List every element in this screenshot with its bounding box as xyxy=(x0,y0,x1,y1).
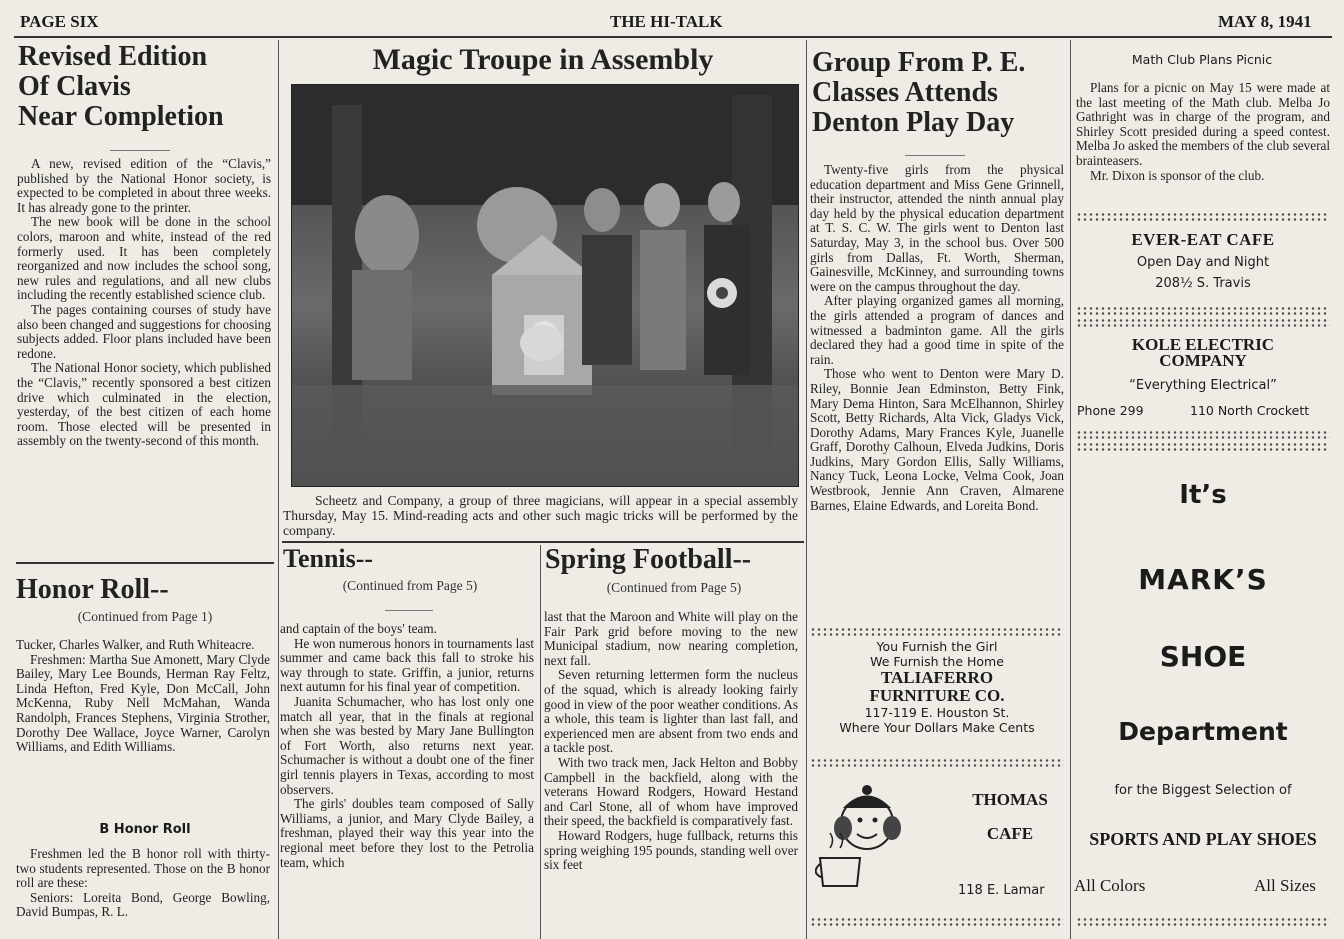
ad-separator xyxy=(1076,318,1330,327)
column-rule xyxy=(806,40,807,939)
clavis-headline: Revised Edition Of Clavis Near Completion xyxy=(18,41,224,133)
football-headline: Spring Football-- xyxy=(545,544,752,575)
tennis-continued: (Continued from Page 5) xyxy=(342,578,478,593)
tennis-headline: Tennis-- xyxy=(283,544,374,573)
taliaferro-ad: You Furnish the Girl We Furnish the Home TALIAFERRO FURNITURE CO. 117-119 E. Houston St. Where Your Dollars Make Cents xyxy=(839,639,1035,735)
ever-eat-cafe-ad: EVER-EAT CAFE Open Day and Night 208½ S. Travis xyxy=(1131,230,1275,291)
ad-separator xyxy=(810,917,1064,926)
ad-separator xyxy=(810,627,1064,636)
honor-roll-continued: (Continued from Page 1) xyxy=(77,609,213,624)
clavis-article: A new, revised edition of the “Clavis,” published by the National Honor society, is expected to be completed in about three weeks. It has already gone to the printer. The new book will be done in the school colors, maroon and white, instead of the red formerly used. It has been completely reorganized and now includes the school song, new rules and regulations, and all new clubs including the recently established science club. The pages containing courses of study have also been changed and suggestions for choosing subjects added. Floor plans included have been redone. The National Honor society, which published the “Clavis,” recently sponsored a best citizen drive which culminated in the election, yesterday, of the best citizen of each home room. Those elected will be presented in assembly on the twenty-second of this month. xyxy=(17,156,271,449)
page-number: PAGE SIX xyxy=(20,12,99,31)
masthead-rule xyxy=(14,36,1332,38)
marks-all-colors: All Colors xyxy=(1074,876,1146,895)
thomas-cafe-name: THOMAS CAFE xyxy=(972,790,1048,843)
b-honor-roll-subhead: B Honor Roll xyxy=(99,822,191,837)
football-article: last that the Maroon and White will play on the Fair Park grid before moving to the new Municipal stadium, now nearing completion, next fall. Seven returning lettermen form the nucleus of the squad, which is already looking fairly good in view of the poor weather conditions. As a whole, this team is lighter than last fall, and experienced men are absent from two ends and a tackle post. With two track men, Jack Helton and Bobby Campbell in the backfield, along with the veterans Howard Rodgers, Howard Hestand and Carl Stone, all of whom have improved their speed, the backfield is comparatively fast. Howard Rodgers, huge fullback, returns this spring weighing 195 pounds, standing well over six feet xyxy=(544,609,798,873)
denton-article: Twenty-five girls from the physical education department and Miss Gene Grinnell, their instructor, attended the ninth annual play day held by the physical education department at T. S. C. W. The girls went to Denton last Saturday, May 3, in the school bus. Over 500 girls from Dallas, Ft. Worth, Sherman, Gainesville, McKinney, and surrounding towns were on the campus throughout the day. After playing organized games all morning, the girls attended a program of dances and witnessed a badminton game. All the girls declared they had a good time in spite of the rain. Those who went to Denton were Mary D. Riley, Bonnie Jean Edminston, Betty Fink, Mary Dema Hinton, Sara McElhannon, Shirley Scott, Betty Richards, Alta Vick, Gladys Vick, Dorothy Adams, Mary Frances Kyle, Juanelle Graff, Dorothy Calhoun, Elveda Judkins, Doris Judkins, Mary Gordon Ellis, Sally Williams, Nancy Tuck, Leona Locke, Velma Cook, Joan Westbrook, Jennie Ann Craven, Almarene Barnes, Elaine Edwards, and Loreita Bond. xyxy=(810,162,1064,513)
magic-headline: Magic Troupe in Assembly xyxy=(372,43,714,76)
honor-roll-headline: Honor Roll-- xyxy=(16,574,169,605)
column-rule xyxy=(278,40,279,939)
ad-separator xyxy=(1076,212,1330,221)
denton-headline: Group From P. E. Classes Attends Denton Play Day xyxy=(812,47,1026,139)
issue-date: MAY 8, 1941 xyxy=(1218,12,1312,31)
marks-tagline: for the Biggest Selection of xyxy=(1114,783,1292,798)
marks-sports-shoes: SPORTS AND PLAY SHOES xyxy=(1089,829,1317,849)
column-rule xyxy=(540,545,541,939)
ad-separator xyxy=(1076,430,1330,439)
honor-roll-article: Tucker, Charles Walker, and Ruth Whiteacre. Freshmen: Martha Sue Amonett, Mary Clyde Bailey, Mary Lee Bounds, Herman Ray Feltz, Linda Hefton, Fred Kyle, Don McCall, John McKenna, Ruby Nell McMahan, Wanda Randolph, Frances Stephens, Virginia Strother, Dorothy Dee Wallace, Joyce Warner, Carolyn Williams, and Edith Williams. xyxy=(16,637,270,755)
kole-address: 110 North Crockett xyxy=(1190,403,1310,418)
thomas-cafe-ad-illustration xyxy=(815,778,915,888)
magic-troupe-photo xyxy=(291,84,799,487)
kole-phone: Phone 299 xyxy=(1077,403,1144,418)
math-club-headline: Math Club Plans Picnic xyxy=(1131,52,1273,67)
ad-separator xyxy=(1076,442,1330,451)
marks-shoe: SHOE xyxy=(1159,640,1247,673)
ad-separator xyxy=(810,758,1064,767)
b-honor-roll-article: Freshmen led the B honor roll with thirty-two students represented. Those on the B honor roll are these: Seniors: Loreita Bond, George Bowling, David Bumpas, R. L. xyxy=(16,846,270,920)
tennis-article: and captain of the boys' team. He won numerous honors in tournaments last summer and came back this fall to stroke his way through to state. Griffin, a junior, returns next autumn for his final year of competition. Juanita Schumacher, who has lost only one match all year, that in the finals at regional when she was bested by Mary Jane Bullington of Fort Worth, also returns next year. Schumacher is without a doubt one of the finer girl tennis players in Texas, according to most observers. The girls' doubles team composed of Sally Williams, a junior, and Mary Clyde Bailey, a freshman, played their way this year into the regional meet before they lost to the Petrolia team, which xyxy=(280,621,534,870)
magic-caption: Scheetz and Company, a group of three magicians, will appear in a special assembly Thursday, May 15. Mind-reading acts and other such magic tricks will be performed by the company. xyxy=(283,493,798,539)
thomas-cafe-address: 118 E. Lamar xyxy=(958,883,1045,898)
ad-separator xyxy=(1076,306,1330,315)
marks-all-sizes: All Sizes xyxy=(1254,876,1316,895)
newspaper-name: THE HI-TALK xyxy=(610,12,723,31)
marks-name: MARK’S xyxy=(1138,563,1268,596)
boy-with-coffee-cup-icon xyxy=(815,778,915,888)
ad-separator xyxy=(1076,917,1330,926)
kole-electric-ad: KOLE ELECTRIC COMPANY “Everything Electrical” xyxy=(1129,335,1277,393)
football-continued: (Continued from Page 5) xyxy=(606,580,742,595)
math-club-article: Plans for a picnic on May 15 were made at the last meeting of the Math club. Melba Jo Gathright was in charge of the program, and Shirley Scott presided during a speed contest. Melba Jo asked the members of the club several brainteasers. Mr. Dixon is sponsor of the club. xyxy=(1076,80,1330,183)
marks-its: It’s xyxy=(1179,480,1227,510)
marks-department: Department xyxy=(1118,717,1288,746)
